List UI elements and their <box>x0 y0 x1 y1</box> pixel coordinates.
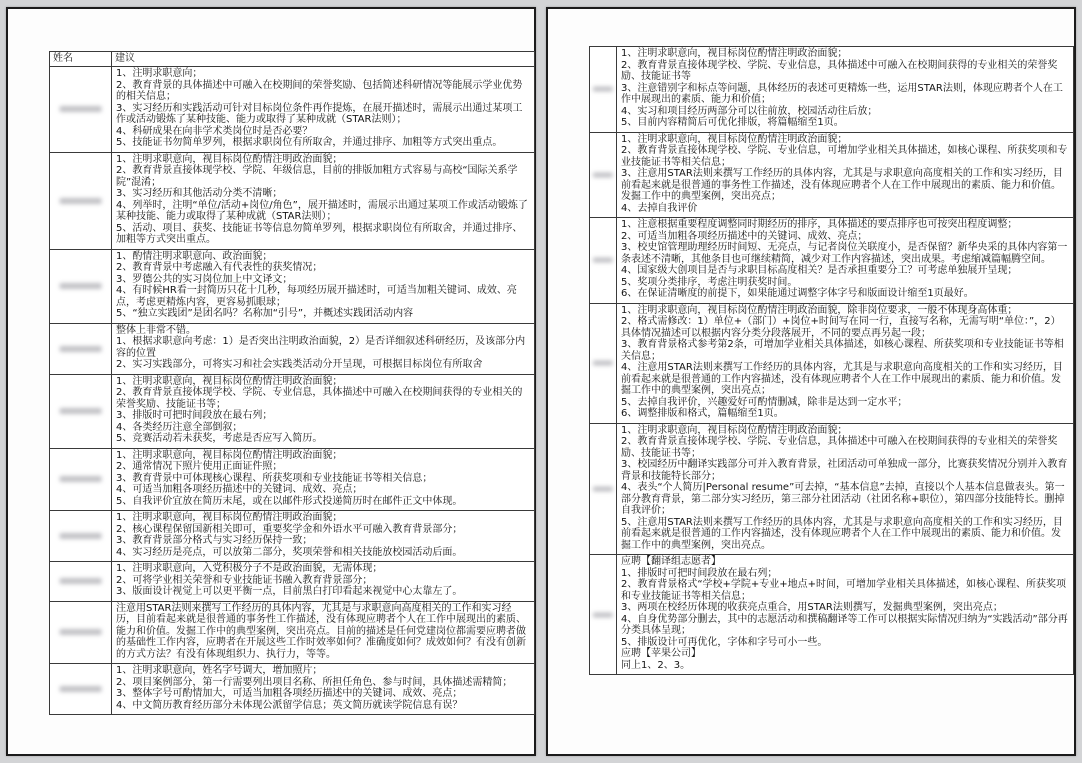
advice-item: 2、可将学业相关荣誉和专业技能证书融入教育背景部分； <box>116 574 373 586</box>
redacted-name-mark <box>59 283 102 289</box>
advice-item: 5、注意用STAR法则来撰写工作经历的具体内容，尤其是与求职意向高度相关的工作和实习经历，目前看起来就是很普通的工作内容描述，没有体现应聘者个人在工作中展现出的素质、能力和价值。发掘工作中的典型案例，突出亮点。 <box>621 516 1063 551</box>
advice-item: 5、竞赛活动若未获奖，考虑是否应写入简历。 <box>116 433 323 444</box>
advice-cell <box>112 601 535 664</box>
redacted-name-mark <box>59 629 102 635</box>
table-row <box>590 423 1074 555</box>
advice-item: 1、注意根据重要程度调整同时期经历的排序，具体描述的要点排序也可按突出程度调整； <box>621 219 1018 230</box>
column-header-advice: 建议 <box>112 52 535 67</box>
student-name-cell <box>590 303 617 423</box>
advice-item: 3、注意用STAR法则来撰写工作经历的具体内容，尤其是与求职意向高度相关的工作和实习经历，目前看起来就是很普通的事务性工作描述，没有体现应聘者个人在工作中展现出的素质、能力和价值。发掘工作中的典型案例，突出亮点； <box>621 168 1063 202</box>
student-name-cell <box>50 448 112 511</box>
redacted-name-mark <box>593 258 613 263</box>
student-name-cell <box>590 47 617 133</box>
advice-cell <box>112 562 535 602</box>
advice-item: 3、校园经历中翻译实践部分可并入教育背景，社团活动可单独成一部分，比赛获奖情况分别并入教育背景和技能特长部分； <box>621 459 1068 482</box>
table-row <box>50 448 535 511</box>
advice-item: 3、整体字号可酌情加大，可适当加粗各项经历描述中的关键词、成效、亮点； <box>116 688 463 699</box>
advice-cell <box>617 555 1074 675</box>
advice-item: 5、“独立实践团”是团名吗？名称加“引号”，并概述实践团活动内容 <box>116 308 414 319</box>
advice-item: 4、实习经历是亮点，可以放第二部分，奖项荣誉和相关技能放校园活动后面。 <box>116 546 463 558</box>
table-row <box>50 67 535 153</box>
advice-item: 2、教育背景直接体现学校、学院、专业信息，具体描述中可融入在校期间获得的专业相关的荣誉奖励、技能证书等 <box>621 59 1058 82</box>
table-row <box>590 218 1074 304</box>
table-row <box>50 601 535 664</box>
advice-item: 2、教育背景中考虑融入有代表性的获奖情况； <box>116 262 323 273</box>
advice-item: 1、酌情注明求职意向、政治面貌； <box>116 250 273 262</box>
advice-item: 4、可适当加粗各项经历描述中的关键词、成效、亮点； <box>116 484 363 495</box>
column-header-name: 姓名 <box>50 52 112 67</box>
advice-item: 3、教育背景部分格式与实习经历保持一致； <box>116 535 313 546</box>
advice-item: 4、各类经历注意全部倒叙； <box>116 421 243 433</box>
redacted-name-mark <box>593 361 613 366</box>
advice-item: 同上1、2、3。 <box>621 659 691 671</box>
advice-cell <box>617 423 1074 555</box>
advice-item: 3、排版时可把时间段放在最右列； <box>116 410 273 421</box>
advice-item: 5、自我评价宜放在简历末尾，或在以邮件形式投递简历时在邮件正文中体现。 <box>116 495 463 507</box>
advice-cell <box>112 323 535 374</box>
advice-item: 5、去掉自我评价，兴趣爱好可酌情删减，除非是达到一定水平； <box>621 396 908 408</box>
document-page-1 <box>6 7 536 756</box>
redacted-name-mark <box>59 346 102 352</box>
advice-cell <box>617 303 1074 423</box>
advice-item: 1、注明求职意向，视目标岗位酌情注明政治面貌； <box>116 449 343 461</box>
advice-item: 5、目前内容精简后可优化排版，将篇幅缩至1页。 <box>621 117 844 128</box>
advice-item: 1、注明求职意向，姓名字号调大，增加照片； <box>116 665 323 676</box>
advice-item: 2、项目案例部分，第一行需要列出项目名称、所担任角色、参与时间，具体描述需精简； <box>116 676 513 688</box>
advice-item: 1、注明求职意向，入党积极分子不是政治面貌，无需体现； <box>116 563 383 574</box>
table-row <box>50 249 535 323</box>
advice-item: 2、教育背景直接体现学校、学院、年级信息，目前的排版加粗方式容易与高校“国际关系学院”混淆； <box>116 165 518 188</box>
table-row <box>50 152 535 249</box>
advice-item: 2、教育背景格式“学校+学院+专业+地点+时间，可增加学业相关具体描述，如核心课程、所获奖项和专业技能证书等相关信息； <box>621 579 1067 602</box>
advice-item: 2、教育背景直接体现学校、学院、专业信息，可增加学业相关具体描述，如核心课程、所获奖项和专业技能证书等相关信息； <box>621 145 1068 168</box>
advice-item: 4、实习和项目经历两部分可以往前放，校园活动往后放； <box>621 105 878 117</box>
advice-item: 2、实习实践部分，可将实习和社会实践类活动分开呈现，可根据目标岗位有所取舍 <box>116 359 483 370</box>
advice-item: 2、通常情况下照片使用正面证件照； <box>116 461 283 472</box>
advice-item: 1、注明求职意向，视目标岗位酌情注明政治面貌； <box>116 375 343 387</box>
advice-item: 1、根据求职意向考虑：1）是否突出注明政治面貌，2）是否详细叙述科研经历，及该部分内容的位置 <box>116 336 526 359</box>
student-name-cell <box>50 562 112 602</box>
advice-cell <box>112 511 535 562</box>
advice-item: 2、教育背景直接体现学校、学院、专业信息，具体描述中可融入在校期间获得的专业相关的荣誉奖励、技能证书等； <box>116 387 523 410</box>
advice-item: 2、可适当加粗各项经历描述中的关键词、成效、亮点； <box>621 230 868 242</box>
advice-item: 4、有时候HR看一封简历只花十几秒，每项经历展开描述时，可适当加粗关键词、成效、亮点，考虑更精炼内容，更容易抓眼球； <box>116 285 517 308</box>
student-name-cell <box>590 555 617 675</box>
advice-item: 2、教育背景直接体现学校、学院、专业信息，具体描述中可融入在校期间获得的专业相关的荣誉奖励、技能证书等； <box>621 436 1058 459</box>
table-row <box>590 303 1074 423</box>
advice-item: 5、活动、项目、获奖、技能证书等信息勿简单罗列，根据求职岗位有所取舍，并通过排序、加粗等方式突出重点。 <box>116 222 523 245</box>
student-name-cell <box>50 67 112 153</box>
student-name-cell <box>50 152 112 249</box>
advice-item: 4、列举时，注明“单位/活动+岗位/角色”，展开描述时，需展示出通过某项工作或活动锻炼了某种技能、能力或取得了某种成就（STAR法则）； <box>116 199 528 222</box>
advice-item: 2、教育背景的具体描述中可融入在校期间的荣誉奖励、包括简述科研情况等能展示学业优势的相关信息； <box>116 79 523 102</box>
redacted-name-mark <box>59 686 102 692</box>
advice-item: 注意用STAR法则来撰写工作经历的具体内容，尤其是与求职意向高度相关的工作和实习经历，目前看起来就是很普通的事务性工作描述，没有体现应聘者个人在工作中展现出的素质、能力和价值。发掘工作中的典型案例，突出亮点。目前的描述是任何党建岗位都需要应聘者做的基础性工作内容，应聘者在开展这些工作时效率如何？准确度如何？成效如何？有没有创新的方式方法？有没有体现组织力、执行力，等等。 <box>116 602 526 660</box>
advice-cell <box>112 67 535 153</box>
advice-item: 1、注明求职意向，视目标岗位酌情注明政治面貌； <box>116 512 343 523</box>
advice-item: 5、技能证书勿简单罗列，根据求职岗位有所取舍，并通过排序、加粗等方式突出重点。 <box>116 137 503 148</box>
feedback-table-page-2 <box>589 46 1074 675</box>
advice-cell <box>112 448 535 511</box>
table-row <box>50 323 535 374</box>
table-header-row <box>50 52 535 67</box>
advice-item: 2、核心课程保留国新相关即可，重要奖学金和外语水平可融入教育背景部分； <box>116 523 463 535</box>
student-name-cell <box>50 511 112 562</box>
advice-item: 1、注明求职意向，视目标岗位酌情注明政治面貌； <box>621 424 848 436</box>
advice-item: 1、排版时可把时间段放在最右列； <box>621 567 778 579</box>
advice-cell <box>112 374 535 448</box>
advice-cell <box>617 47 1074 133</box>
advice-item: 1、注明求职意向，视目标岗位酌情注明政治面貌，除非岗位要求，一般不体现身高体重； <box>621 304 1018 316</box>
advice-item: 3、教育背景格式参考第2条，可增加学业相关具体描述，如核心课程、所获奖项和专业技能证书等相关信息； <box>621 339 1064 362</box>
redacted-name-mark <box>59 198 102 204</box>
student-name-cell <box>590 423 617 555</box>
student-name-cell <box>590 132 617 218</box>
table-row <box>50 562 535 602</box>
advice-item: 3、实习经历和其他活动分类不清晰； <box>116 188 283 199</box>
advice-item: 4、自身优势部分删去，其中的志愿活动和撰稿翻译等工作可以根据实际情况归纳为“实践活动”部分再分类具体呈现； <box>621 613 1068 636</box>
redacted-name-mark <box>593 486 613 491</box>
student-name-cell <box>50 601 112 664</box>
advice-item: 1、注明求职意向，视目标岗位酌情注明政治面貌； <box>116 153 343 165</box>
advice-item: 4、国家级大创项目是否与求职目标高度相关？是否承担重要分工？可考虑单独展开呈现； <box>621 265 1018 276</box>
redacted-name-mark <box>59 106 102 112</box>
advice-item: 4、表头“个人简历|Personal resume”可去掉，“基本信息”去掉，直接以个人基本信息做表头。第一部分教育背景，第二部分实习经历，第三部分社团活动（社团名称+职位），第四部分技能特长。删掉自我评价； <box>621 482 1065 516</box>
advice-cell <box>112 249 535 323</box>
table-row <box>50 664 535 715</box>
advice-item: 5、奖项分类排序，考虑注明获奖时间。 <box>621 276 798 288</box>
advice-item: 4、中文简历教育经历部分未体现公派留学信息；英文简历就读学院信息有误？ <box>116 699 463 711</box>
redacted-name-mark <box>59 578 102 584</box>
advice-item: 1、注明求职意向，视目标岗位酌情注明政治面貌； <box>621 133 848 145</box>
advice-item: 整体上非常不错。 <box>116 324 196 336</box>
redacted-name-mark <box>59 533 102 539</box>
advice-item: 6、调整排版和格式，篇幅缩至1页。 <box>621 408 784 419</box>
advice-item: 应聘【苹果公司】 <box>621 648 701 659</box>
advice-item: 3、注意错别字和标点等问题，具体经历的表述可更精炼一些，运用STAR法则，体现应聘者个人在工作中展现出的素质、能力和价值； <box>621 82 1063 105</box>
advice-item: 5、排版设计可再优化，字体和字号可小一些。 <box>621 636 828 648</box>
advice-item: 应聘【翻译组志愿者】 <box>621 556 721 567</box>
student-name-cell <box>50 664 112 715</box>
advice-item: 2、格式需修改：1）单位+（部门）+岗位+时间写在同一行，直接写名称，无需写明“单位：”，2）具体情况描述可以根据内容分类分段落展开，不同的要点再另起一段； <box>621 316 1061 339</box>
redacted-name-mark <box>593 87 613 92</box>
feedback-table-page-1 <box>49 51 535 715</box>
document-page-2 <box>546 7 1076 756</box>
advice-item: 1、注明求职意向； <box>116 68 203 79</box>
advice-item: 4、科研成果在向非学术类岗位时是否必要？ <box>116 125 313 137</box>
advice-item: 6、在保证清晰度的前提下，如果能通过调整字体字号和版面设计缩至1页最好。 <box>621 288 974 299</box>
table-row <box>50 374 535 448</box>
table-row <box>50 511 535 562</box>
advice-item: 4、去掉自我评价 <box>621 202 698 214</box>
student-name-cell <box>590 218 617 304</box>
advice-cell <box>112 664 535 715</box>
redacted-name-mark <box>59 408 102 414</box>
table-row <box>590 47 1074 133</box>
advice-cell <box>617 132 1074 218</box>
student-name-cell <box>50 249 112 323</box>
redacted-name-mark <box>593 172 613 177</box>
advice-item: 1、注明求职意向，视目标岗位酌情注明政治面貌； <box>621 48 848 59</box>
advice-item: 3、两项在校经历体现的收获亮点重合，用STAR法则撰写，发掘典型案例，突出亮点； <box>621 602 1003 613</box>
redacted-name-mark <box>593 612 613 617</box>
advice-item: 3、教育背景中可体现核心课程、所获奖项和专业技能证书等相关信息； <box>116 472 433 484</box>
advice-item: 3、校史馆管理助理经历时间短、无亮点，与记者岗位关联度小，是否保留？新华央采的具体内容第一条表述不清晰，其他条目也可继续精简，减少对工作内容描述，突出成果。考虑缩减篇幅腾空间。 <box>621 242 1068 265</box>
advice-item: 3、版面设计视觉上可以更平衡一点，目前黑白打印看起来视觉中心太靠左了。 <box>116 586 463 597</box>
student-name-cell <box>50 323 112 374</box>
advice-cell <box>112 152 535 249</box>
table-row <box>590 132 1074 218</box>
student-name-cell <box>50 374 112 448</box>
advice-item: 3、罗德公共的实习岗位加上中文译文； <box>116 273 293 285</box>
advice-cell <box>617 218 1074 304</box>
redacted-name-mark <box>59 476 102 482</box>
advice-item: 4、注意用STAR法则来撰写工作经历的具体内容，尤其是与求职意向高度相关的工作和实习经历，目前看起来就是很普通的工作内容描述，没有体现应聘者个人在工作中展现出的素质、能力和价值。发掘工作中的典型案例，突出亮点； <box>621 362 1063 396</box>
advice-item: 3、实习经历和实践活动可针对目标岗位条件再作提炼，在展开描述时，需展示出通过某项工作或活动锻炼了某种技能、能力或取得了某种成就（STAR法则）； <box>116 102 523 125</box>
table-row <box>590 555 1074 675</box>
